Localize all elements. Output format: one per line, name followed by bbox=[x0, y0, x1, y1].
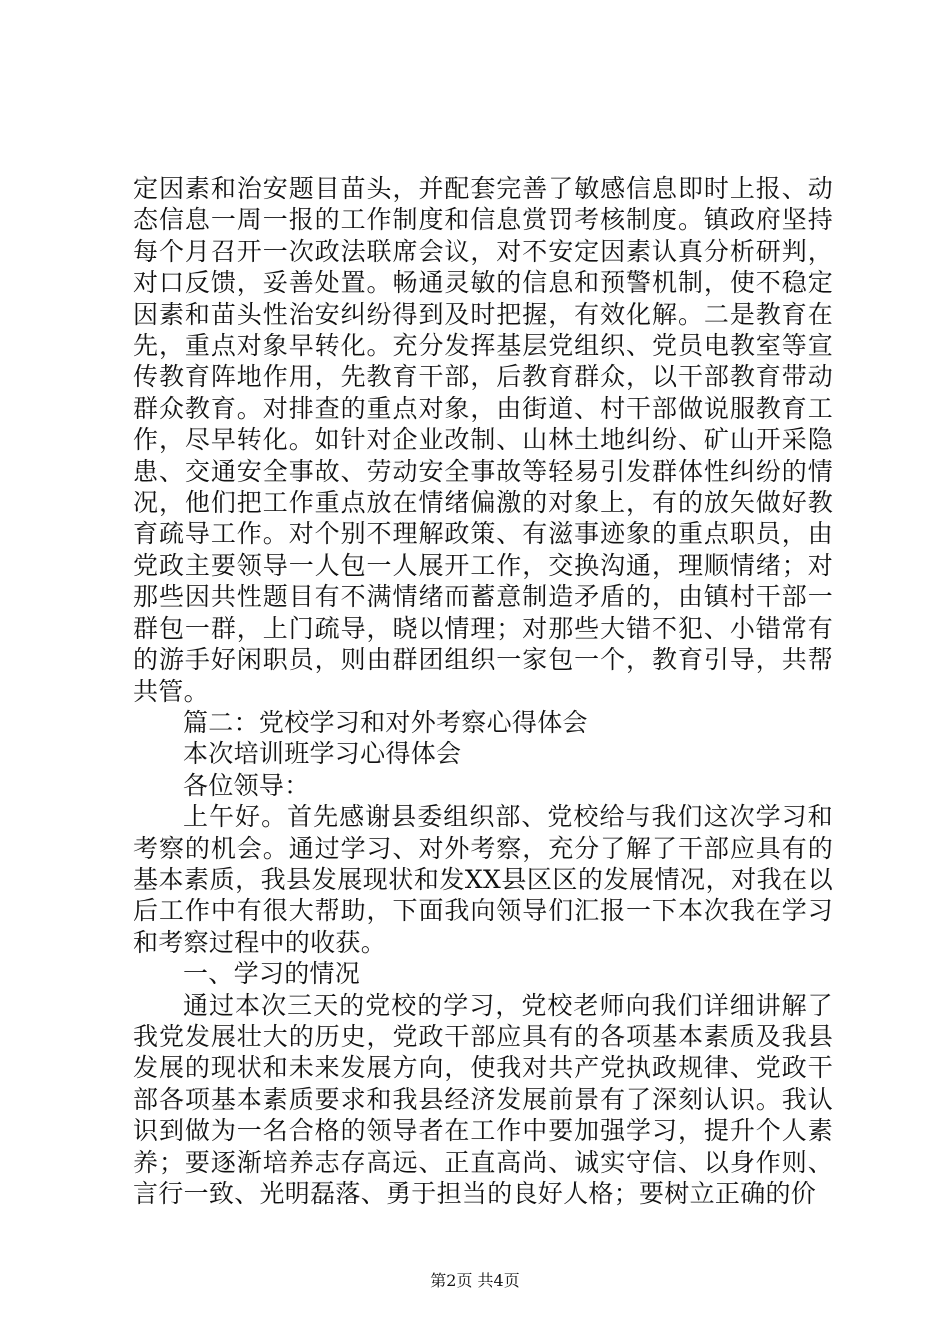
subtitle: 本次培训班学习心得体会 bbox=[183, 739, 462, 769]
section-heading-study: 一、学习的情况 bbox=[183, 959, 361, 989]
salutation: 各位领导： bbox=[183, 770, 310, 800]
paragraph-continuation: 定因素和治安题目苗头，并配套完善了敏感信息即时上报、动态信息一周一报的工作制度和信息赏罚考核制度。镇政府坚持每个月召开一次政法联席会议，对不安定因素认真分析研判，对口反馈，妥善处置。畅通灵敏的信息和预警机制，使不稳定因素和苗头性治安纠纷得到及时把握，有效化解。二是教育在先，重点对象早转化。充分发挥基层党组织、党员电教室等宣传教育阵地作用，先教育干部，后教育群众，以干部教育带动群众教育。对排查的重点对象，由街道、村干部做说服教育工作，尽早转化。如针对企业改制、山林土地纠纷、矿山开采隐患、交通安全事故、劳动安全事故等轻易引发群体性纠纷的情况，他们把工作重点放在情绪偏激的对象上，有的放矢做好教育疏导工作。对个别不理解政策、有滋事迹象的重点职员，由党政主要领导一人包一人展开工作，交换沟通，理顺情绪；对那些因共性题目有不满情绪而蓄意制造矛盾的，由镇村干部一群包一群，上门疏导，晓以情理；对那些大错不犯、小错常有的游手好闲职员，则由群团组织一家包一个，教育引导，共帮共管。 bbox=[133, 174, 833, 706]
section-heading-part-two: 篇二：党校学习和对外考察心得体会 bbox=[183, 707, 588, 737]
paragraph-study: 通过本次三天的党校的学习，党校老师向我们详细讲解了我党发展壮大的历史，党政干部应具有的各项基本素质及我县发展的现状和未来发展方向，使我对共产党执政规律、党政干部各项基本素质要求和我县经济发展前景有了深刻认识。我认识到做为一名合格的领导者在工作中要加强学习，提升个人素养；要逐渐培养志存高远、正直高尚、诚实守信、以身作则、言行一致、光明磊落、勇于担当的良好人格；要树立正确的价 bbox=[133, 990, 833, 1208]
page-number-footer: 第2页 共4页 bbox=[430, 1271, 520, 1290]
paragraph-greeting: 上午好。首先感谢县委组织部、党校给与我们这次学习和考察的机会。通过学习、对外考察，充分了解了干部应具有的基本素质，我县发展现状和发XX县区区的发展情况，对我在以后工作中有很大帮助，下面我向领导们汇报一下本次我在学习和考察过程中的收获。 bbox=[133, 802, 833, 957]
document-body bbox=[133, 173, 833, 1209]
